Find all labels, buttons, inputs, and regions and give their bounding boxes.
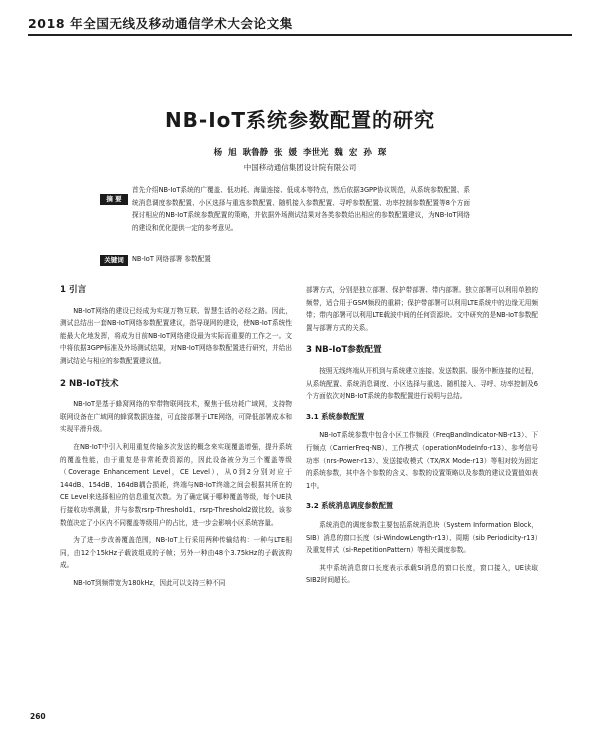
section-3-2-paragraph-2: 其中系统消息窗口长度表示承载SI消息的窗口长度，窗口接入，UE读取SIB2时间超长。 (306, 563, 538, 585)
header-rule (28, 34, 572, 36)
paper-title: NB-IoT系统参数配置的研究 (164, 108, 436, 132)
section-1-heading: 1 引言 (60, 285, 87, 295)
abstract-text: 首先介绍NB-IoT系统的广覆盖、低功耗、海量连接、低成本等特点，然后依据3GPP协议规范，从系统参数配置、系统消息调度参数配置、小区选择与重选参数配置、随机接入参数配置、寻呼参数配置、功率控制参数配置等8个方面探讨相应的NB-IoT系统参数配置的策略，并依据外场测试结果对各类参数给出相应的参数配置建议，为NB-IoT网络的建设和优化提供一定的参考意见。 (132, 186, 470, 232)
section-2-paragraph-1: NB-IoT是基于蜂窝网络的窄带物联网技术，聚焦于低功耗广域网，支持物联网设备在广域网的蜂窝数据连接，可直接部署于LTE网络，可降低部署成本和实现平滑升级。 (60, 400, 292, 434)
section-2-continuation: 部署方式，分别是独立部署、保护带部署、带内部署。独立部署可以利用单独的频带，适合用于GSM频段的重耕；保护带部署可以利用LTE系统中的边缘无用频带；带内部署可以利用LTE载波中间的任何资源块。文中研究的是NB-IoT参数配置与部署方式的关系。 (306, 286, 538, 332)
affiliation: 中国移动通信集团设计院有限公司 (243, 163, 357, 172)
left-column (60, 284, 292, 594)
section-3-2-heading: 3.2 系统消息调度参数配置 (306, 501, 394, 511)
section-3-paragraph: 按照无线终端从开机到与系统建立连接、发送数据、服务中断连接的过程，从系统配置、系统消息调度、小区选择与重选、随机接入、寻呼、功率控制及6个方面依次对NB-IoT系统的参数配置进行说明与总结。 (306, 366, 538, 401)
abstract-tag: 摘 要 (100, 194, 128, 205)
right-column (306, 284, 538, 592)
section-2-heading: 2 NB-IoT技术 (60, 378, 119, 389)
section-3-heading: 3 NB-IoT参数配置 (306, 345, 382, 356)
keywords-text: NB-IoT 网络部署 参数配置 (132, 255, 211, 263)
page-number: 260 (30, 712, 46, 721)
keywords-tag: 关键词 (100, 255, 128, 266)
section-2-paragraph-3: 为了进一步改善覆盖范围，NB-IoT上行采用两种传输结构：一种与LTE相同，由12个15kHz子载波组成的子帧；另外一种由48个3.75kHz的子载波构成。 (60, 536, 292, 570)
authors: 杨 旭 耿鲁静 张 媛 李世光 魏 宏 孙 琛 (213, 148, 387, 158)
section-3-2-paragraph-1: 系统消息的调度参数主要包括系统消息块（System Information Block，SIB）消息的窗口长度（si-WindowLength-r13）、周期（sib Periodicity-r13）及重复样式（si-RepetitionPattern）等相关调度参数。 (306, 520, 538, 555)
section-3-1-paragraph: NB-IoT系统参数中包含小区工作频段（FreqBandIndicator-NB-r13）、下行频点（CarrierFreq-NB）、工作模式（operationModeInfo-r13）、参考信号功率（nrs-Power-r13）、发送接收模式（TX/RX Mode-r13）等相对较为固定的系统参数，其中各个参数的含义、参数的设置策略以及参数的建议设置值如表1中。 (306, 431, 538, 490)
section-1-paragraph: NB-IoT网络的建设已经成为实现万物互联、智慧生活的必经之路。因此，测试总结出一套NB-IoT网络参数配置建议，指导现网的建设，使NB-IoT系统性能最大化地发挥，将成为目前NB-IoT网络建设最为实际而重要的工作之一。文中将依据3GPP标准及外场测试结果，对NB-IoT网络参数配置进行研究，并给出测试结论与相应的参数配置建议值。 (60, 306, 292, 365)
section-2-paragraph-4: NB-IoT到频带宽为180kHz，因此可以支持三种不同 (73, 578, 226, 587)
running-head: 2018 年全国无线及移动通信学术大会论文集 (28, 16, 293, 31)
section-2-paragraph-2: 在NB-IoT中引入利用重复传输多次发送的概念来实现覆盖增强，提升系统的覆盖性能，由于重复是非常耗费资源的，因此设备被分为三个覆盖等级（Coverage Enhancement Level，CE Level），从0到2分别对应于144dB、154dB、164dB耦合损耗，终端与NB-IoT终端之间会根据其所在的CE Level来选择相应的信息重复次数。为了确定属于哪种覆盖等级，每个UE执行接收功率测量，并与参数rsrp-Threshold1、rsrp-Threshold2做比较。该参数值决定了小区内不同覆盖等级用户的占比，进一步会影响小区系统容量。 (60, 442, 292, 527)
section-3-1-heading: 3.1 系统参数配置 (306, 411, 365, 421)
